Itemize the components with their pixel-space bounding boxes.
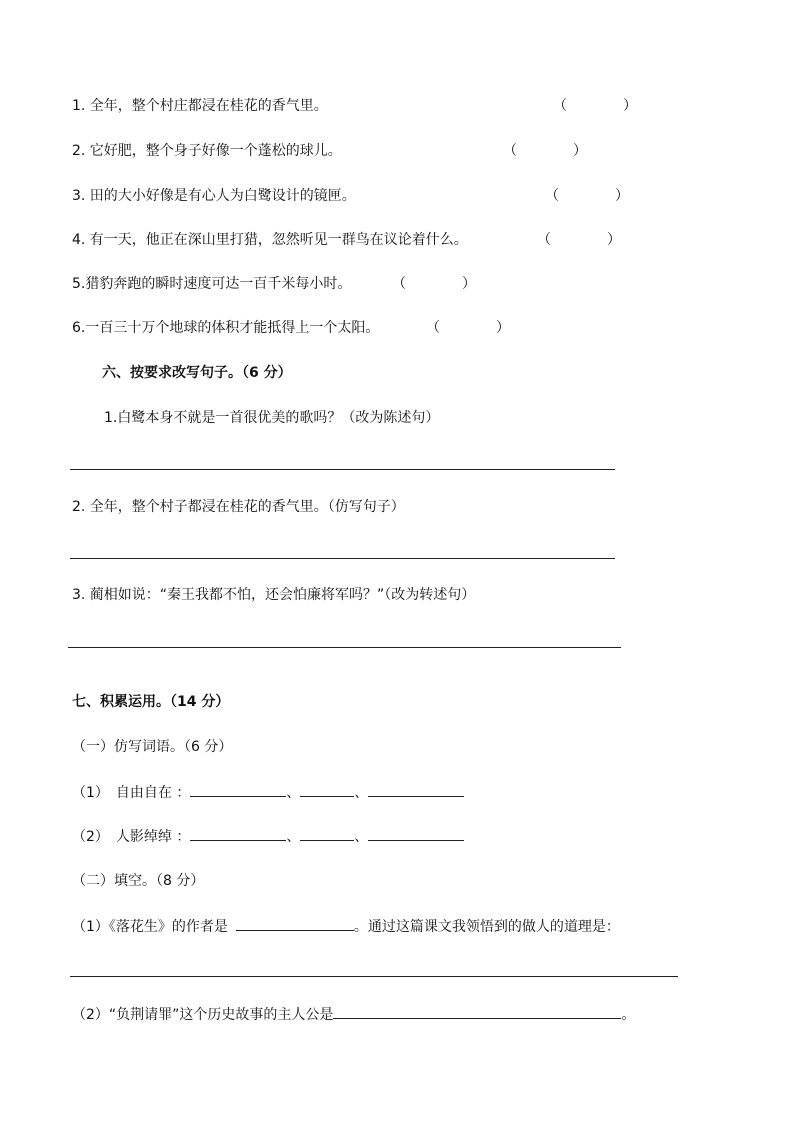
separator: 、 [354, 785, 369, 801]
answer-paren-1[interactable]: （ ） [553, 98, 637, 114]
answer-paren-6[interactable]: （ ） [426, 320, 510, 336]
separator: 、 [286, 785, 301, 801]
rewrite-question-1: 1.白鹭本身不就是一首很优美的歌吗？（改为陈述句） [104, 410, 440, 426]
fill-question-2-prefix: （2）“负荆请罪”这个历史故事的主人公是 [72, 1007, 334, 1023]
rewrite-question-3: 3. 蔺相如说：“秦王我都不怕，还会怕廉将军吗？”（改为转述句） [72, 587, 476, 603]
judge-item-5: 5.猎豹奔跑的瞬时速度可达一百千米每小时。 [72, 276, 352, 292]
answer-paren-4[interactable]: （ ） [537, 232, 621, 248]
word-blank-2b[interactable] [300, 826, 354, 841]
section-six-title: 六、按要求改写句子。（6 分） [102, 365, 292, 381]
author-blank[interactable] [236, 916, 354, 931]
answer-paren-5[interactable]: （ ） [392, 276, 476, 292]
word-blank-2c[interactable] [368, 826, 464, 841]
judge-item-2: 2. 它好肥，整个身子好像一个蓬松的球儿。 [72, 143, 342, 159]
fill-question-1-suffix: 。通过这篇课文我领悟到的做人的道理是： [353, 919, 620, 935]
word-blank-2a[interactable] [190, 826, 286, 841]
fill-question-1 [72, 916, 620, 937]
word-imitation-2-label: （2） 人影绰绰 ： [72, 829, 191, 845]
part-two-title: （二）填空。（8 分） [72, 873, 205, 889]
judge-item-4: 4. 有一天，他正在深山里打猎，忽然听见一群鸟在议论着什么。 [72, 232, 468, 248]
answer-paren-3[interactable]: （ ） [545, 188, 629, 204]
separator: 、 [286, 829, 301, 845]
word-blank-1a[interactable] [190, 782, 286, 797]
answer-line-2[interactable] [70, 558, 615, 559]
word-blank-1b[interactable] [300, 782, 354, 797]
answer-line-3[interactable] [68, 647, 621, 648]
fill-question-2-suffix: 。 [621, 1007, 636, 1023]
word-imitation-2 [72, 826, 464, 847]
answer-paren-2[interactable]: （ ） [503, 143, 587, 159]
word-blank-1c[interactable] [368, 782, 464, 797]
fill-question-2 [72, 1004, 635, 1025]
rewrite-question-2: 2. 全年，整个村子都浸在桂花的香气里。（仿写句子） [72, 499, 405, 515]
answer-line-4[interactable] [70, 976, 678, 977]
judge-item-3: 3. 田的大小好像是有心人为白鹭设计的镜匣。 [72, 188, 356, 204]
section-seven-title: 七、积累运用。（14 分） [72, 694, 230, 710]
judge-item-1: 1. 全年，整个村庄都浸在桂花的香气里。 [72, 98, 328, 114]
protagonist-blank[interactable] [333, 1004, 621, 1019]
word-imitation-1-label: （1） 自由自在 ： [72, 785, 191, 801]
fill-question-1-prefix: （1）《落花生》的作者是 [72, 919, 228, 935]
word-imitation-1 [72, 782, 464, 803]
answer-line-1[interactable] [70, 469, 615, 470]
judge-item-6: 6.一百三十万个地球的体积才能抵得上一个太阳。 [72, 320, 380, 336]
part-one-title: （一）仿写词语。（6 分） [72, 739, 233, 755]
separator: 、 [354, 829, 369, 845]
